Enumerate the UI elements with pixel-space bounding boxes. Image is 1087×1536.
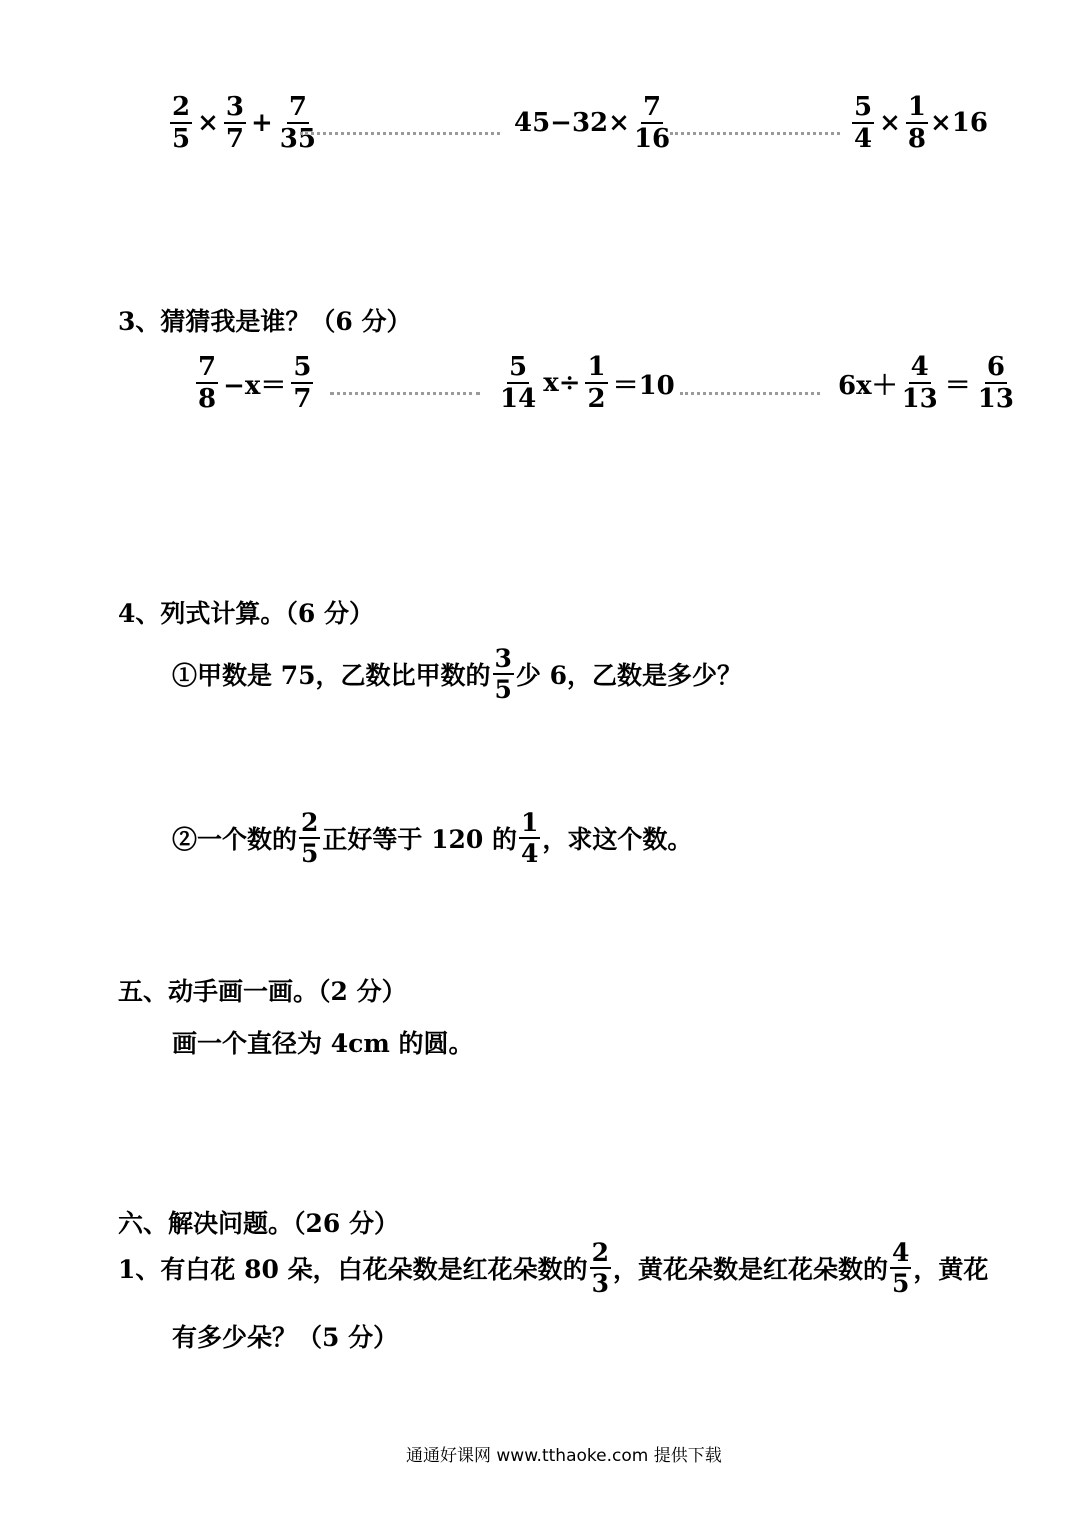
q4-item-2: ②一个数的 $\frac{2}{5}$ 正好等于 120 的 $\frac{1}{4}$ ，求这个数。 xyxy=(172,808,693,868)
calc-expression-2: 45−32× $\frac{7}{16}$ xyxy=(514,92,671,154)
fraction: $\frac{7}{35}$ xyxy=(279,92,316,154)
dotted-separator xyxy=(330,392,480,395)
problem-1-line-2: 有多少朵？（5 分） xyxy=(172,1323,399,1352)
fraction: $\frac{2}{5}$ xyxy=(172,92,191,154)
fraction: $\frac{7}{16}$ xyxy=(633,92,671,154)
fraction: $\frac{1}{2}$ xyxy=(587,352,606,414)
fraction: $\frac{2}{5}$ xyxy=(301,808,319,868)
q4-item-1: ①甲数是 75，乙数比甲数的 $\frac{3}{5}$ 少 6，乙数是多少？ xyxy=(172,644,743,704)
calc-expression-3: $\frac{5}{4}$ × $\frac{1}{8}$ ×16 xyxy=(854,92,988,154)
q3-title: 3、猜猜我是谁？（6 分） xyxy=(118,307,412,336)
section-5-task: 画一个直径为 4cm 的圆。 xyxy=(172,1029,474,1058)
fraction: $\frac{5}{7}$ xyxy=(293,352,312,414)
q3-equation-1: $\frac{7}{8}$ −x＝ $\frac{5}{7}$ xyxy=(198,352,312,414)
q4-title: 4、列式计算。（6 分） xyxy=(118,599,374,628)
fraction: $\frac{1}{8}$ xyxy=(907,92,926,154)
fraction: $\frac{6}{13}$ xyxy=(977,352,1014,414)
fraction: $\frac{3}{7}$ xyxy=(225,92,244,154)
dotted-separator xyxy=(300,132,500,135)
q3-equation-2: $\frac{5}{14}$ x÷ $\frac{1}{2}$ ＝10 xyxy=(500,352,675,414)
section-5-title: 五、动手画一画。（2 分） xyxy=(118,977,407,1006)
fraction: $\frac{4}{13}$ xyxy=(901,352,938,414)
fraction: $\frac{3}{5}$ xyxy=(494,644,512,704)
fraction: $\frac{5}{4}$ xyxy=(854,92,873,154)
fraction: $\frac{4}{5}$ xyxy=(892,1238,910,1298)
fraction: $\frac{5}{14}$ xyxy=(500,352,537,414)
section-6-title: 六、解决问题。（26 分） xyxy=(118,1209,399,1238)
dotted-separator xyxy=(670,132,840,135)
fraction: $\frac{1}{4}$ xyxy=(521,808,539,868)
dotted-separator xyxy=(680,392,820,395)
problem-1: 1、有白花 80 朵，白花朵数是红花朵数的 $\frac{2}{3}$ ，黄花朵数是红花朵数的 $\frac{4}{5}$ ，黄花 xyxy=(118,1238,989,1298)
calc-expression-1: $\frac{2}{5}$ × $\frac{3}{7}$ + $\frac{7}{35}$ xyxy=(172,92,316,154)
fraction: $\frac{2}{3}$ xyxy=(591,1238,609,1298)
footer-source: 通通好课网 www.tthaoke.com 提供下载 xyxy=(406,1446,722,1466)
q3-equation-3: 6x＋ $\frac{4}{13}$ ＝ $\frac{6}{13}$ xyxy=(838,352,1014,414)
fraction: $\frac{7}{8}$ xyxy=(198,352,217,414)
